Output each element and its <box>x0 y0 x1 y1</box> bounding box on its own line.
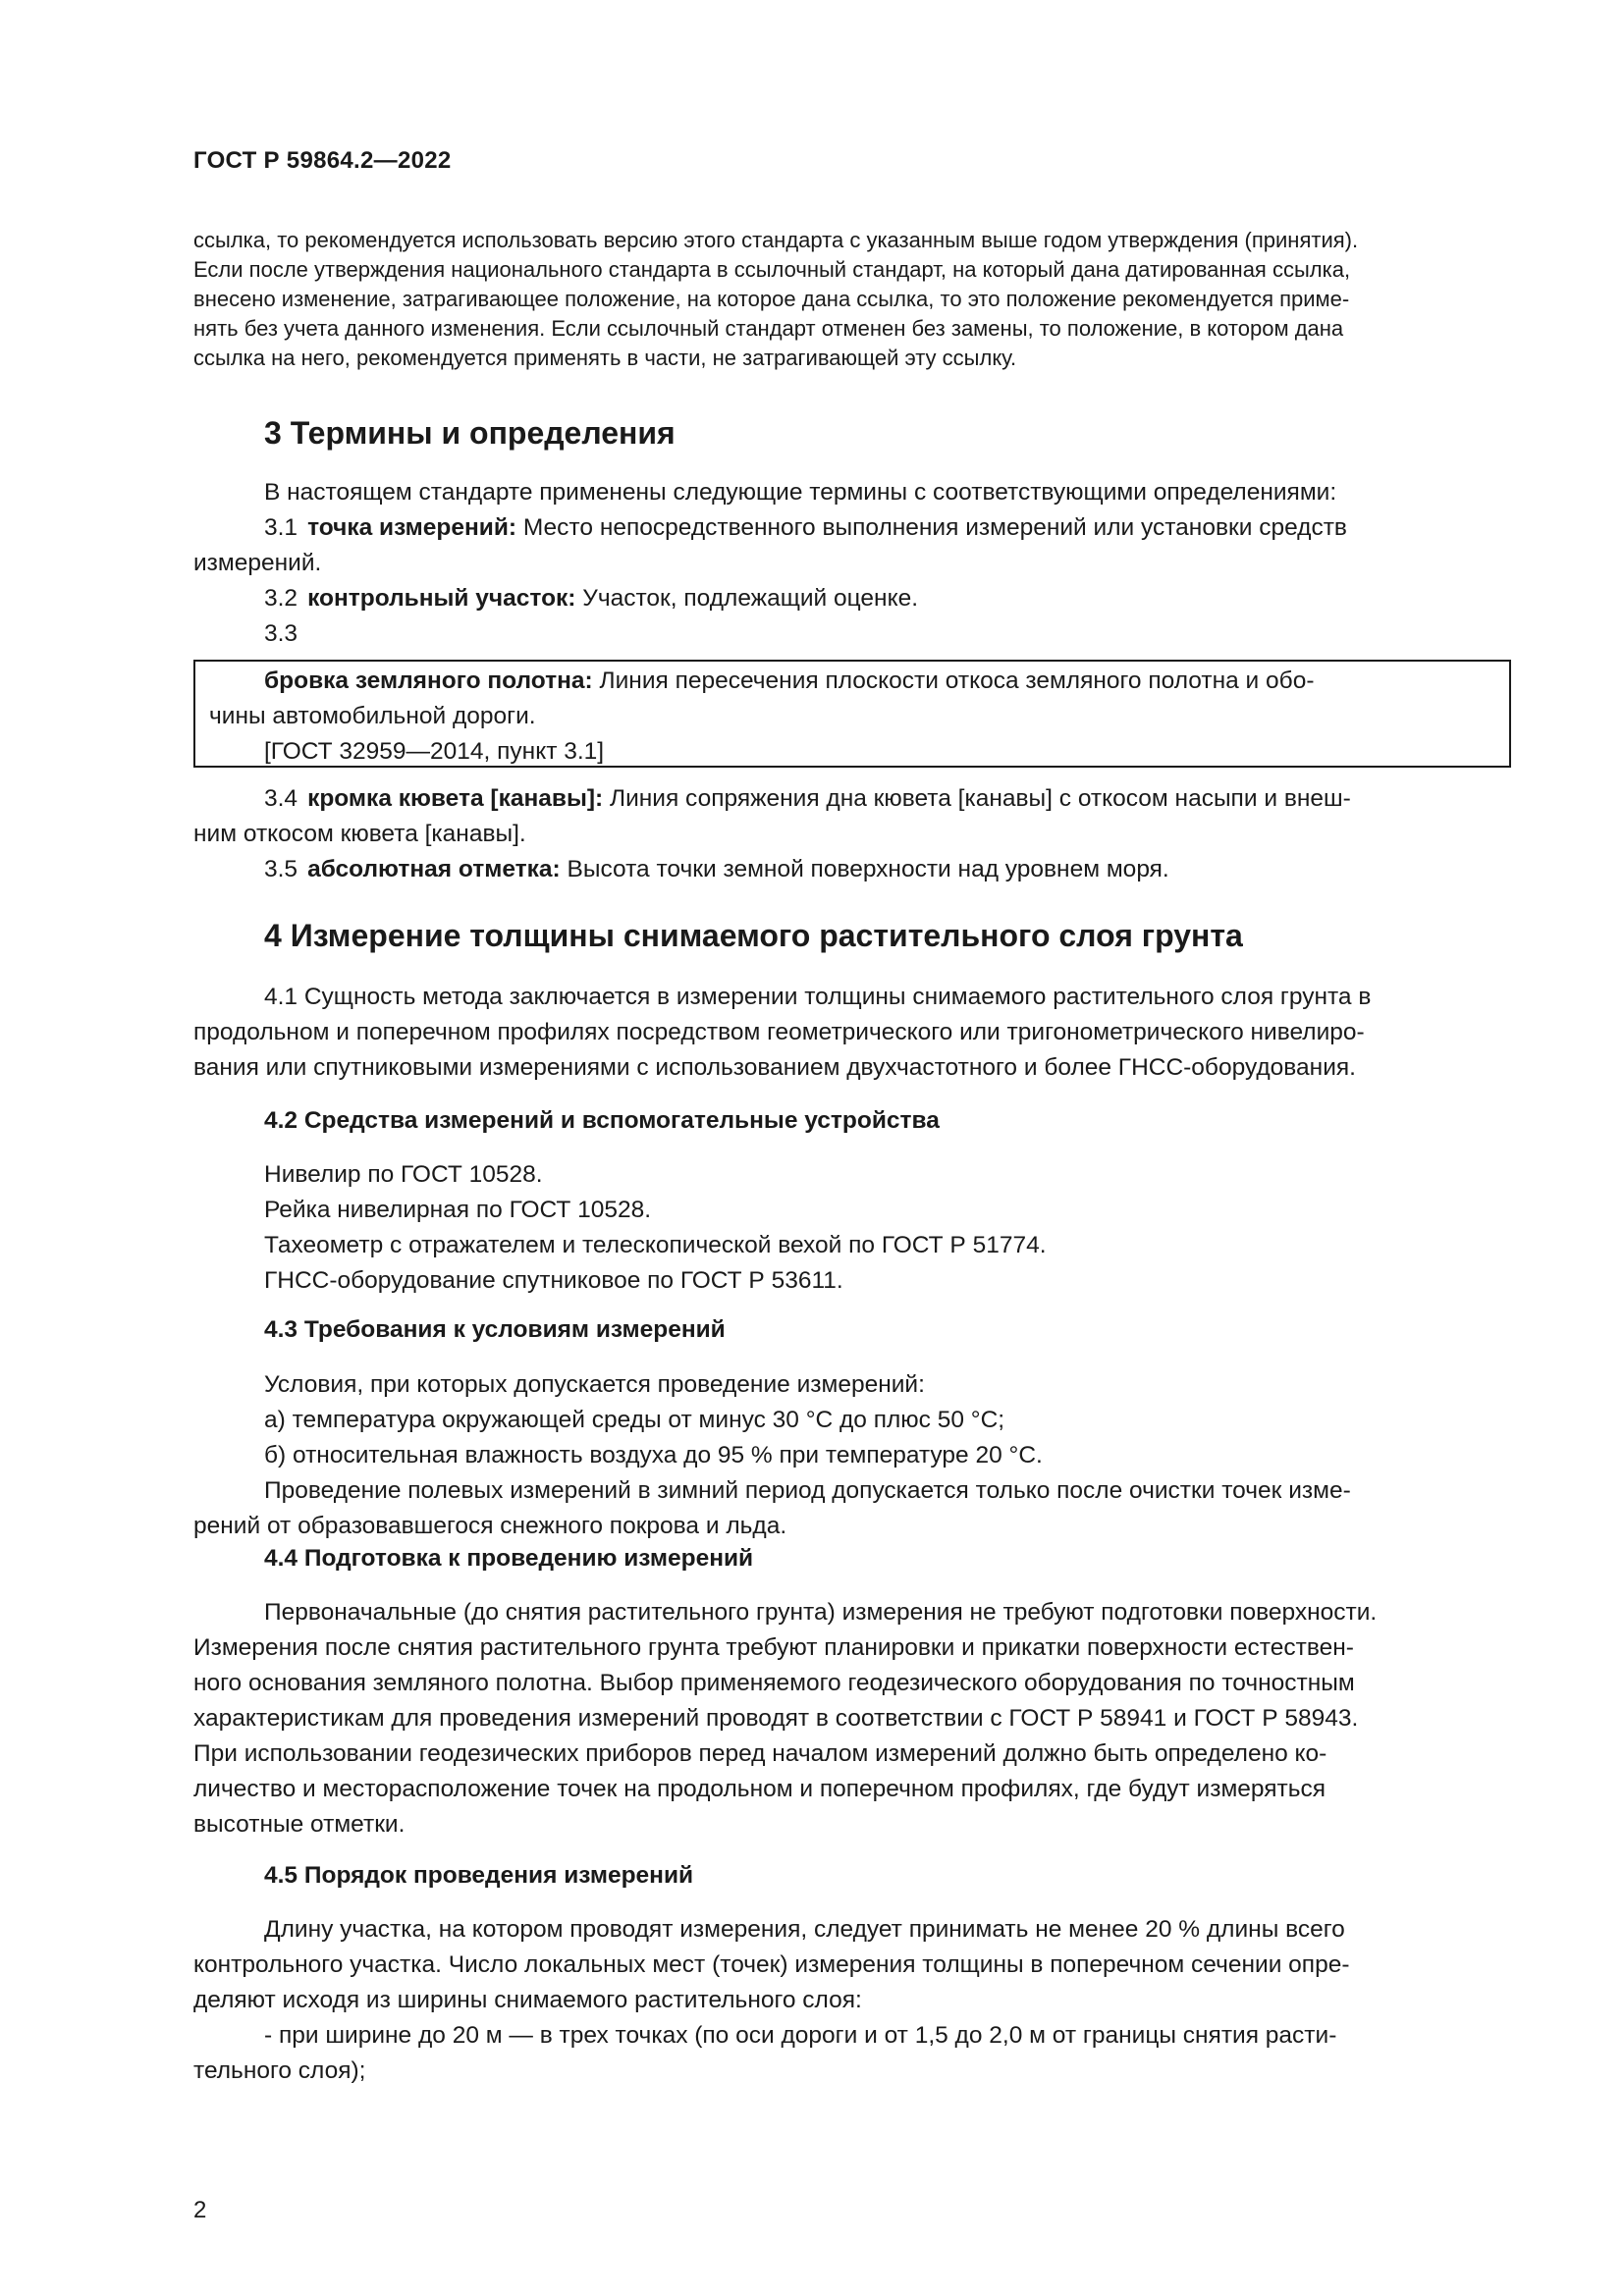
subsection-4-5-body <box>193 1912 1511 2089</box>
term-name: точка измерений: <box>307 514 517 541</box>
subsection-4-2-heading: 4.2 Средства измерений и вспомогательные устройства <box>264 1107 940 1134</box>
intro-line: ссылка, то рекомендуется использовать версию этого стандарта с указанным выше годом утверждения (принятия). <box>193 228 1359 252</box>
term-3-2 <box>193 581 1511 616</box>
term-3-1 <box>193 510 1511 546</box>
paragraph-line: деляют исходя из ширины снимаемого растительного слоя: <box>193 1987 862 2013</box>
list-item: - при ширине до 20 м — в трех точках (по оси дороги и от 1,5 до 2,0 м от границы снятия расти- <box>264 2022 1337 2049</box>
term-3-3-number: 3.3 <box>264 620 298 647</box>
quoted-term-box <box>193 660 1511 768</box>
document-code-header: ГОСТ Р 59864.2—2022 <box>193 147 452 174</box>
section-3-body <box>193 475 1511 652</box>
term-3-3 <box>195 664 1509 699</box>
list-item: а) температура окружающей среды от минус 30 °С до плюс 50 °С; <box>264 1407 1005 1433</box>
term-definition: Высота точки земной поверхности над уровнем моря. <box>567 856 1169 882</box>
term-3-4-continuation: ним откосом кювета [канавы]. <box>193 821 526 847</box>
paragraph-line: высотные отметки. <box>193 1811 406 1838</box>
term-name: контрольный участок: <box>307 585 576 612</box>
subsection-4-3-body <box>193 1367 1511 1544</box>
intro-line: нять без учета данного изменения. Если ссылочный стандарт отменен без замены, то положение, в котором дана <box>193 316 1344 341</box>
paragraph-line: контрольного участка. Число локальных мест (точек) измерения толщины в поперечном сечении опре- <box>193 1951 1350 1978</box>
paragraph-line: 4.1 Сущность метода заключается в измерении толщины снимаемого растительного слоя грунта в <box>264 984 1372 1010</box>
section-3-body-continued <box>193 781 1511 887</box>
term-definition: Линия пересечения плоскости откоса земляного полотна и обо- <box>599 667 1315 694</box>
paragraph-4-1 <box>193 980 1511 1086</box>
term-definition: Линия сопряжения дна кювета [канавы] с откосом насыпи и внеш- <box>610 785 1351 812</box>
paragraph-line: личество и месторасположение точек на продольном и поперечном профилях, где будут измеряться <box>193 1776 1326 1802</box>
paragraph-line: Измерения после снятия растительного грунта требуют планировки и прикатки поверхности естествен- <box>193 1634 1354 1661</box>
paragraph-line: Проведение полевых измерений в зимний период допускается только после очистки точек изме- <box>264 1477 1351 1504</box>
paragraph-line: характеристикам для проведения измерений проводят в соответствии с ГОСТ Р 58941 и ГОСТ Р 58943. <box>193 1705 1359 1732</box>
term-definition: Участок, подлежащий оценке. <box>582 585 919 612</box>
paragraph-line: Условия, при которых допускается проведение измерений: <box>264 1371 925 1398</box>
subsection-4-3-heading: 4.3 Требования к условиям измерений <box>264 1316 726 1343</box>
intro-line: ссылка на него, рекомендуется применять в части, не затрагивающей эту ссылку. <box>193 346 1017 370</box>
paragraph-line: рений от образовавшегося снежного покрова и льда. <box>193 1513 787 1539</box>
term-name: кромка кювета [канавы]: <box>307 785 604 812</box>
list-item: Нивелир по ГОСТ 10528. <box>264 1161 543 1188</box>
term-number: 3.4 <box>264 785 298 812</box>
term-number: 3.2 <box>264 585 298 612</box>
paragraph-line: вания или спутниковыми измерениями с использованием двухчастотного и более ГНСС-оборудования. <box>193 1054 1356 1081</box>
term-3-5 <box>193 852 1511 887</box>
term-3-4 <box>193 781 1511 817</box>
section-3-heading: 3 Термины и определения <box>264 415 676 451</box>
subsection-4-4-heading: 4.4 Подготовка к проведению измерений <box>264 1545 754 1572</box>
list-item: Рейка нивелирная по ГОСТ 10528. <box>264 1197 652 1223</box>
term-number: 3.5 <box>264 856 298 882</box>
intro-line: внесено изменение, затрагивающее положение, на которое дана ссылка, то это положение рекомендуется приме- <box>193 287 1350 311</box>
paragraph-line: Первоначальные (до снятия растительного грунта) измерения не требуют подготовки поверхности. <box>264 1599 1378 1626</box>
equipment-list <box>193 1157 1511 1299</box>
page-number: 2 <box>193 2197 207 2223</box>
section-3-intro: В настоящем стандарте применены следующие термины с соответствующими определениями: <box>264 479 1337 506</box>
list-item: Тахеометр с отражателем и телескопической вехой по ГОСТ Р 51774. <box>264 1232 1047 1258</box>
term-name: бровка земляного полотна: <box>264 667 593 694</box>
subsection-4-5-heading: 4.5 Порядок проведения измерений <box>264 1862 694 1889</box>
term-definition: Место непосредственного выполнения измерений или установки средств <box>522 514 1347 541</box>
intro-paragraph <box>193 226 1511 373</box>
term-3-3-reference: [ГОСТ 32959—2014, пункт 3.1] <box>264 738 605 765</box>
term-name: абсолютная отметка: <box>307 856 561 882</box>
list-item: б) относительная влажность воздуха до 95 % при температуре 20 °С. <box>264 1442 1043 1468</box>
paragraph-line: ного основания земляного полотна. Выбор применяемого геодезического оборудования по точностным <box>193 1670 1355 1696</box>
term-3-1-continuation: измерений. <box>193 550 322 576</box>
list-item: ГНСС-оборудование спутниковое по ГОСТ Р 53611. <box>264 1267 843 1294</box>
intro-line: Если после утверждения национального стандарта в ссылочный стандарт, на который дана датированная ссылка, <box>193 257 1351 282</box>
term-3-3-continuation: чины автомобильной дороги. <box>209 703 536 729</box>
list-item: тельного слоя); <box>193 2057 366 2084</box>
paragraph-line: Длину участка, на котором проводят измерения, следует принимать не менее 20 % длины всего <box>264 1916 1345 1943</box>
paragraph-line: При использовании геодезических приборов перед началом измерений должно быть определено ко- <box>193 1740 1327 1767</box>
subsection-4-4-body <box>193 1595 1511 1842</box>
term-number: 3.1 <box>264 514 298 541</box>
section-4-heading: 4 Измерение толщины снимаемого растительного слоя грунта <box>264 918 1243 953</box>
paragraph-line: продольном и поперечном профилях посредством геометрического или тригонометрического нивелиро- <box>193 1019 1365 1045</box>
